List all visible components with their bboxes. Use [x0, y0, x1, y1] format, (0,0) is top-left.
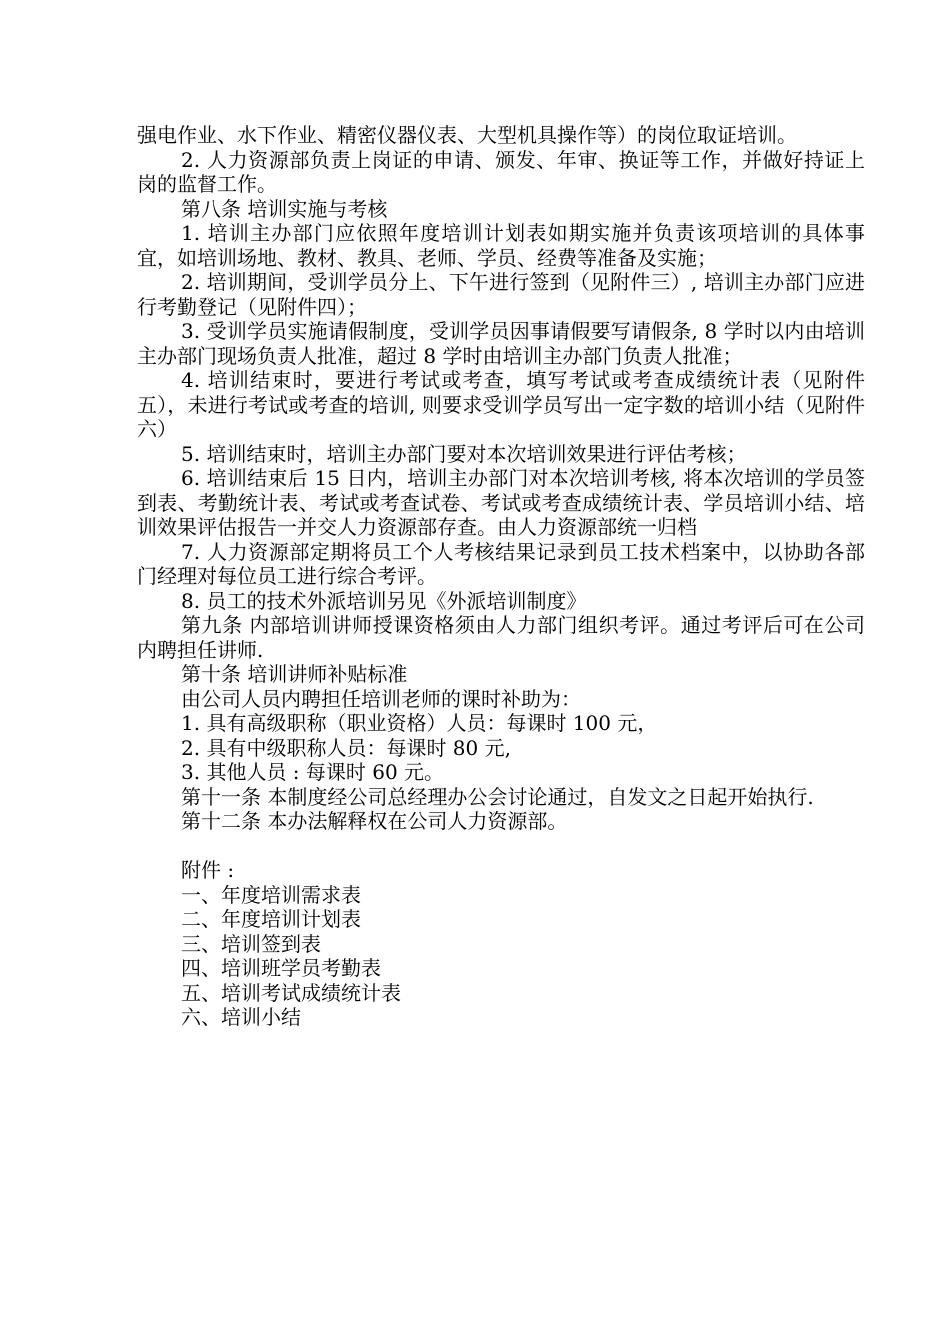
paragraph-item-2-signin: 2. 培训期间，受训学员分上、下午进行签到（见附件三）, 培训主办部门应进行考勤登记（见附件四）； [137, 270, 865, 319]
paragraph-item-6-archive: 6. 培训结束后 15 日内，培训主办部门对本次培训考核, 将本次培训的学员签到表、考勤统计表、考试或考查试卷、考试或考查成绩统计表、学员培训小结、培训效果评估报告一并交人力资源部存查。由人力资源部统一归档 [137, 466, 865, 539]
attachment-item-4: 四、培训班学员考勤表 [181, 956, 381, 980]
attachment-item-2: 二、年度培训计划表 [181, 907, 361, 931]
document-body [137, 123, 865, 1030]
subsidy-item-senior: 1. 具有高级职称（职业资格）人员：每课时 100 元， [181, 711, 658, 735]
paragraph-item-8-external: 8. 员工的技术外派培训另见《外派培训制度》 [181, 588, 587, 613]
article-11: 第十一条 本制度经公司总经理办公会讨论通过，自发文之日起开始执行. [181, 784, 814, 809]
subsidy-item-other: 3. 其他人员 : 每课时 60 元。 [181, 760, 445, 784]
paragraph-item-7-records: 7. 人力资源部定期将员工个人考核结果记录到员工技术档案中，以协助各部门经理对每位员工进行综合考评。 [137, 539, 865, 588]
subsidy-intro: 由公司人员内聘担任培训老师的课时补助为： [181, 686, 581, 711]
article-9: 第九条 内部培训讲师授课资格须由人力部门组织考评。通过考评后可在公司内聘担任讲师. [137, 613, 865, 662]
attachment-item-5: 五、培训考试成绩统计表 [181, 980, 401, 1005]
blank-line [137, 834, 865, 859]
paragraph-continuation: 强电作业、水下作业、精密仪器仪表、大型机具操作等）的岗位取证培训。 [137, 123, 797, 147]
attachment-item-6: 六、培训小结 [181, 1005, 301, 1029]
article-8-heading: 第八条 培训实施与考核 [181, 196, 388, 221]
paragraph-item-5-evaluation: 5. 培训结束时，培训主办部门要对本次培训效果进行评估考核； [181, 441, 747, 466]
article-12: 第十二条 本办法解释权在公司人力资源部。 [181, 809, 568, 833]
attachment-item-1: 一、年度培训需求表 [181, 882, 361, 907]
attachments-heading: 附件 : [181, 858, 235, 882]
paragraph-item-4-exam: 4. 培训结束时，要进行考试或考查，填写考试或考查成绩统计表（见附件五），未进行考试或考查的培训, 则要求受训学员写出一定字数的培训小结（见附件六） [137, 368, 865, 441]
paragraph-item-3-leave: 3. 受训学员实施请假制度，受训学员因事请假要写请假条, 8 学时以内由培训主办部门现场负责人批准，超过 8 学时由培训主办部门负责人批准； [137, 319, 865, 368]
paragraph-item-2-certificate: 2. 人力资源部负责上岗证的申请、颁发、年审、换证等工作，并做好持证上岗的监督工作。 [137, 147, 865, 196]
paragraph-item-1-implementation: 1. 培训主办部门应依照年度培训计划表如期实施并负责该项培训的具体事宜，如培训场地、教材、教具、老师、学员、经费等准备及实施； [137, 221, 865, 270]
attachment-item-3: 三、培训签到表 [181, 931, 321, 956]
subsidy-item-intermediate: 2. 具有中级职称人员：每课时 80 元, [181, 735, 511, 760]
article-10-heading: 第十条 培训讲师补贴标准 [181, 662, 408, 686]
